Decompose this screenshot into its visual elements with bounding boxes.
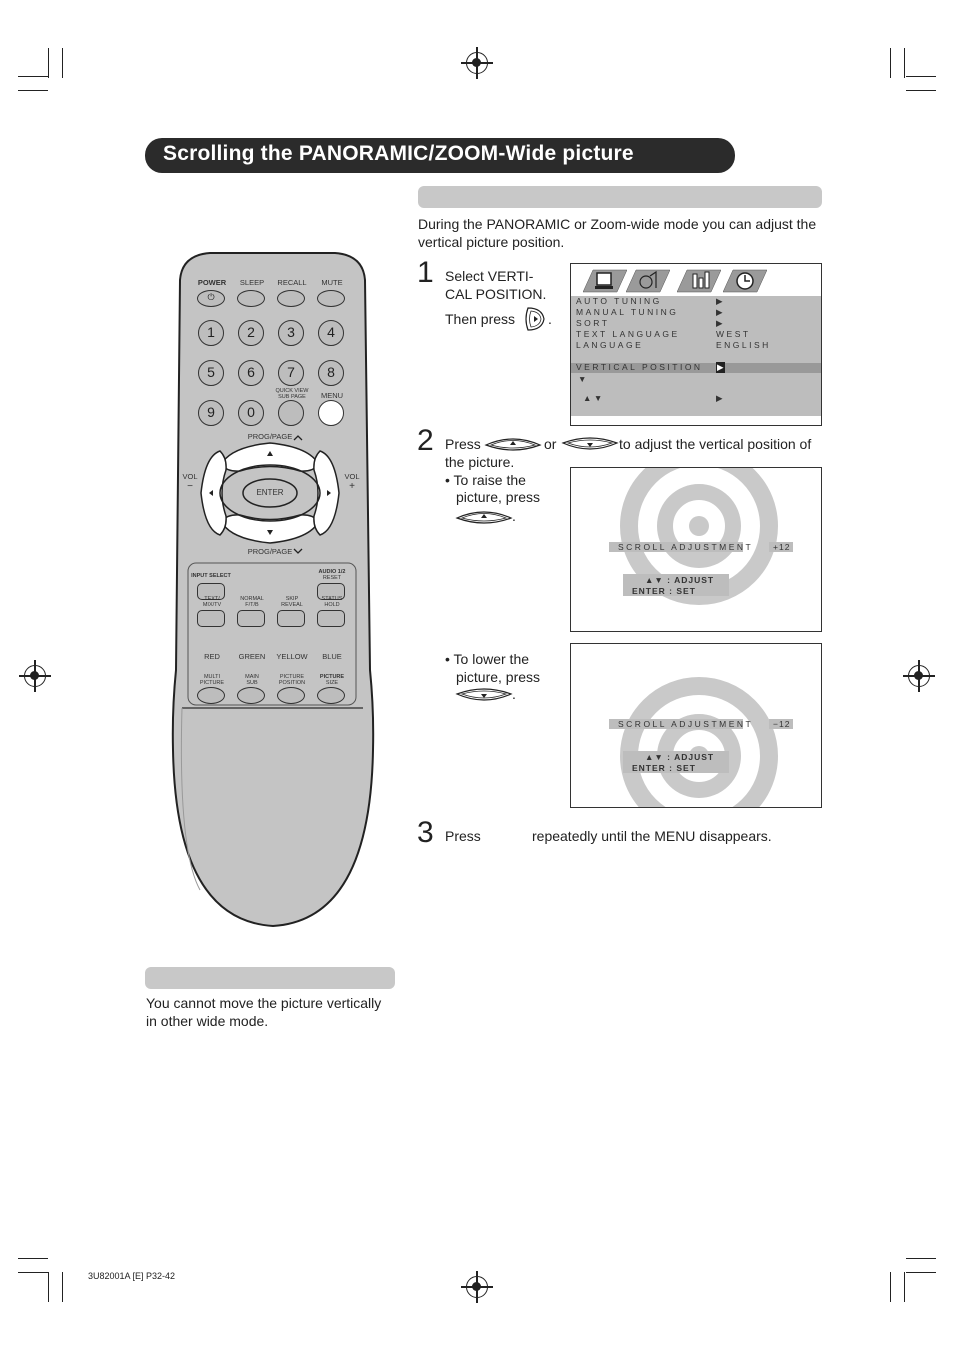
prog-page-up-label: PROG/PAGE <box>247 432 293 441</box>
skip-button[interactable] <box>277 610 305 627</box>
vol-minus-label: − <box>187 481 193 492</box>
crop-mark <box>18 1272 48 1273</box>
lower-dot: . <box>512 686 516 702</box>
menu-row-label: TEXT LANGUAGE <box>576 329 680 339</box>
power-button[interactable]: ⏻ <box>197 290 225 307</box>
scroll-help-set: ENTER : SET <box>632 586 696 596</box>
step1-line1: Select VERTI- <box>445 268 534 284</box>
crop-mark <box>62 48 63 78</box>
picture-position-label: PICTURE <box>279 674 305 680</box>
hold-label: HOLD <box>324 602 340 608</box>
picture-label: PICTURE <box>199 680 225 686</box>
menu-row-label: LANGUAGE <box>576 340 644 350</box>
page-title-bar <box>145 138 735 173</box>
normal-label: NORMAL <box>240 596 264 602</box>
menu-icon-bar <box>571 264 821 296</box>
intro-text: During the PANORAMIC or Zoom-wide mode you can adjust the vertical picture position. <box>418 216 817 250</box>
sub-label: SUB <box>246 680 258 686</box>
menu-footer-keys: ▲▼ <box>583 393 605 403</box>
page-title: Scrolling the PANORAMIC/ZOOM-Wide picture <box>163 142 634 165</box>
digit-button-0[interactable]: 0 <box>238 400 264 426</box>
scroll-label: SCROLL ADJUSTMENT <box>618 719 754 729</box>
text-mix-button[interactable] <box>197 610 225 627</box>
digit-button-4[interactable]: 4 <box>318 320 344 346</box>
step1-line3: Then press <box>445 311 516 327</box>
reset-label: RESET <box>322 575 342 581</box>
text-label: TEXT/ <box>204 596 220 602</box>
registration-mark <box>908 665 930 687</box>
scroll-value: +12 <box>773 542 791 552</box>
enter-button[interactable]: ENTER <box>256 488 284 497</box>
scroll-value: −12 <box>773 719 791 729</box>
picture-size-label-2: SIZE <box>325 680 339 686</box>
prog-up-button[interactable] <box>225 445 315 469</box>
quick-view-button[interactable] <box>278 400 304 426</box>
scroll-help-set: ENTER : SET <box>632 763 696 773</box>
picture-position-label-2: POSITION <box>278 680 306 686</box>
menu-row-label: AUTO TUNING <box>576 296 662 306</box>
prog-down-button[interactable] <box>225 517 315 541</box>
step1-tail: . <box>548 311 552 327</box>
step2-rest: to adjust the vertical position of <box>619 436 812 452</box>
crop-mark <box>890 48 891 78</box>
registration-mark <box>466 52 488 74</box>
footer-code: 3U82001A [E] P32-42 <box>88 1271 176 1281</box>
mix-tv-label: MIX/TV <box>202 602 222 608</box>
crop-mark <box>904 48 905 78</box>
step2-or: or <box>544 436 557 452</box>
lower-line1: • To lower the <box>445 651 530 667</box>
note-header-bar <box>145 967 395 989</box>
step1-line2: CAL POSITION. <box>445 286 547 302</box>
menu-row-arrow: ▶ <box>716 296 726 306</box>
crop-mark <box>48 48 49 78</box>
menu-screen <box>570 263 822 426</box>
raise-line2: picture, press <box>456 489 541 505</box>
registration-mark <box>24 665 46 687</box>
crop-mark <box>906 1272 936 1273</box>
multi-label: MULTI <box>203 674 221 680</box>
audio-label: AUDIO 1/2 <box>318 569 346 575</box>
vol-down-button[interactable] <box>203 455 225 531</box>
vol-up-button[interactable] <box>316 455 338 531</box>
vol-plus-label: + <box>349 481 355 492</box>
prog-page-down-label: PROG/PAGE <box>247 547 293 556</box>
up-button-icon <box>484 435 542 453</box>
crop-mark <box>906 76 936 77</box>
skip-label: SKIP <box>285 596 299 602</box>
step3-press: Press <box>445 828 481 844</box>
scroll-label: SCROLL ADJUSTMENT <box>618 542 754 552</box>
crop-mark <box>904 1272 905 1302</box>
status-label: STATUS <box>321 596 343 602</box>
tv-tab-icon <box>583 268 627 294</box>
step3-rest: repeatedly until the MENU disappears. <box>532 828 772 844</box>
menu-row-arrow: ▶ <box>716 307 726 317</box>
status-button[interactable] <box>317 610 345 627</box>
mute-label: MUTE <box>321 278 343 287</box>
digit-button-1[interactable]: 1 <box>198 320 224 346</box>
digit-button-7[interactable]: 7 <box>278 360 304 386</box>
menu-row-label: MANUAL TUNING <box>576 307 679 317</box>
crop-mark <box>18 1258 48 1259</box>
crop-mark <box>906 1258 936 1259</box>
up-button-icon <box>455 508 513 526</box>
crop-mark <box>62 1272 63 1302</box>
down-button-icon <box>455 686 513 704</box>
digit-button-2[interactable]: 2 <box>238 320 264 346</box>
menu-label: MENU <box>320 391 344 400</box>
step2-press: Press <box>445 436 481 452</box>
digit-button-5[interactable]: 5 <box>198 360 224 386</box>
quick-view-label: QUICK VIEW <box>275 388 309 394</box>
blue-button[interactable] <box>317 687 345 704</box>
sound-tab-icon <box>626 268 670 294</box>
picture-size-label: PICTURE <box>319 674 345 680</box>
menu-row-arrow: ▶ <box>716 318 726 328</box>
digit-button-6[interactable]: 6 <box>238 360 264 386</box>
step-number: 1 <box>417 256 434 289</box>
menu-row-label: SORT <box>576 318 610 328</box>
sleep-button[interactable] <box>237 290 265 307</box>
sub-page-label: SUB PAGE <box>278 394 306 400</box>
crop-mark <box>48 1272 49 1302</box>
digit-button-8[interactable]: 8 <box>318 360 344 386</box>
scroll-help-adjust: ▲▼ : ADJUST <box>645 575 715 585</box>
crop-mark <box>18 76 48 77</box>
step2-line2: the picture. <box>445 454 515 470</box>
mute-button[interactable] <box>317 290 345 307</box>
lower-line2: picture, press <box>456 669 541 685</box>
menu-row-value: ENGLISH <box>716 340 771 350</box>
menu-down-arrow: ▼ <box>578 374 589 384</box>
crop-mark <box>18 90 48 91</box>
power-label: POWER <box>197 278 227 287</box>
section-header-bar <box>418 186 822 208</box>
registration-mark <box>466 1276 488 1298</box>
remote-control <box>170 250 375 930</box>
ftb-label: F/T/B <box>245 602 259 608</box>
blue-label: BLUE <box>322 652 342 661</box>
sleep-label: SLEEP <box>239 278 265 287</box>
right-button-icon <box>522 305 548 333</box>
menu-button[interactable] <box>318 400 344 426</box>
yellow-button[interactable] <box>277 687 305 704</box>
green-button[interactable] <box>237 687 265 704</box>
red-button[interactable] <box>197 687 225 704</box>
raise-line1: • To raise the <box>445 472 526 488</box>
menu-highlight-label: VERTICAL POSITION <box>576 362 703 372</box>
crop-mark <box>906 90 936 91</box>
input-select-label: INPUT SELECT <box>191 573 231 579</box>
down-button-icon <box>561 435 619 453</box>
recall-label: RECALL <box>277 278 307 287</box>
clock-tab-icon <box>723 268 767 294</box>
recall-button[interactable] <box>277 290 305 307</box>
menu-row-value: WEST <box>716 329 751 339</box>
step-number: 3 <box>417 816 434 849</box>
note-text: You cannot move the picture vertically in other wide mode. <box>146 995 382 1029</box>
feature-tab-icon <box>677 268 721 294</box>
yellow-label: YELLOW <box>276 652 308 661</box>
green-label: GREEN <box>238 652 266 661</box>
main-label: MAIN <box>245 674 259 680</box>
raise-dot: . <box>512 508 516 524</box>
digit-button-9[interactable]: 9 <box>198 400 224 426</box>
red-label: RED <box>204 652 220 661</box>
scroll-down-screen <box>570 643 822 808</box>
menu-footer-bar <box>571 392 821 416</box>
scroll-up-screen <box>570 467 822 632</box>
reveal-label: REVEAL <box>281 602 303 608</box>
vol-left-label: VOL <box>182 472 198 481</box>
menu-footer-arrow: ▶ <box>716 393 726 403</box>
vol-right-label: VOL <box>344 472 360 481</box>
digit-button-3[interactable]: 3 <box>278 320 304 346</box>
scroll-help-adjust: ▲▼ : ADJUST <box>645 752 715 762</box>
menu-highlight-arrow: ▶ <box>717 362 724 372</box>
crop-mark <box>890 1272 891 1302</box>
normal-button[interactable] <box>237 610 265 627</box>
step-number: 2 <box>417 424 434 457</box>
